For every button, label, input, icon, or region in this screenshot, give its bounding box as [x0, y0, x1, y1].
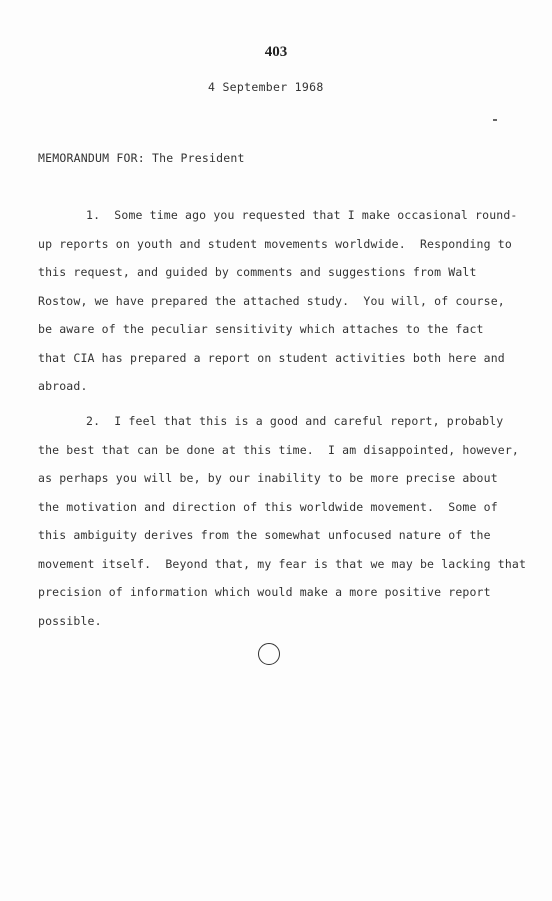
paragraph-line: the motivation and direction of this worldwide movement. Some of	[38, 499, 498, 514]
paragraph-line: movement itself. Beyond that, my fear is that we may be lacking that	[38, 556, 527, 571]
paragraph-2	[38, 407, 527, 635]
memo-date: 4 September 1968	[208, 80, 324, 94]
paragraph-line: as perhaps you will be, by our inability to be more precise about	[38, 471, 498, 485]
circle-stamp-mark	[258, 643, 280, 665]
page-number: 403	[264, 44, 288, 60]
stray-ink-mark	[493, 119, 497, 121]
paragraph-line: this ambiguity derives from the somewhat unfocused nature of the	[38, 528, 491, 542]
paragraph-line: precision of information which would make a more positive report	[38, 585, 491, 599]
memo-heading: MEMORANDUM FOR: The President	[38, 151, 245, 165]
paragraph-line: possible.	[38, 613, 102, 628]
paragraph-line: up reports on youth and student movements worldwide. Responding to	[38, 236, 512, 251]
paragraph-line: 1. Some time ago you requested that I make occasional round-	[86, 208, 518, 222]
paragraph-1	[38, 201, 518, 401]
paragraph-line: the best that can be done at this time. I am disappointed, however,	[38, 442, 520, 457]
paragraph-line: abroad.	[38, 379, 88, 393]
paragraph-line: that CIA has prepared a report on student activities both here and	[38, 350, 505, 365]
paragraph-line: be aware of the peculiar sensitivity which attaches to the fact	[38, 322, 484, 336]
paragraph-line: this request, and guided by comments and suggestions from Walt	[38, 265, 477, 279]
paragraph-line: 2. I feel that this is a good and careful report, probably	[86, 414, 504, 428]
paragraph-line: Rostow, we have prepared the attached study. You will, of course,	[38, 293, 505, 308]
